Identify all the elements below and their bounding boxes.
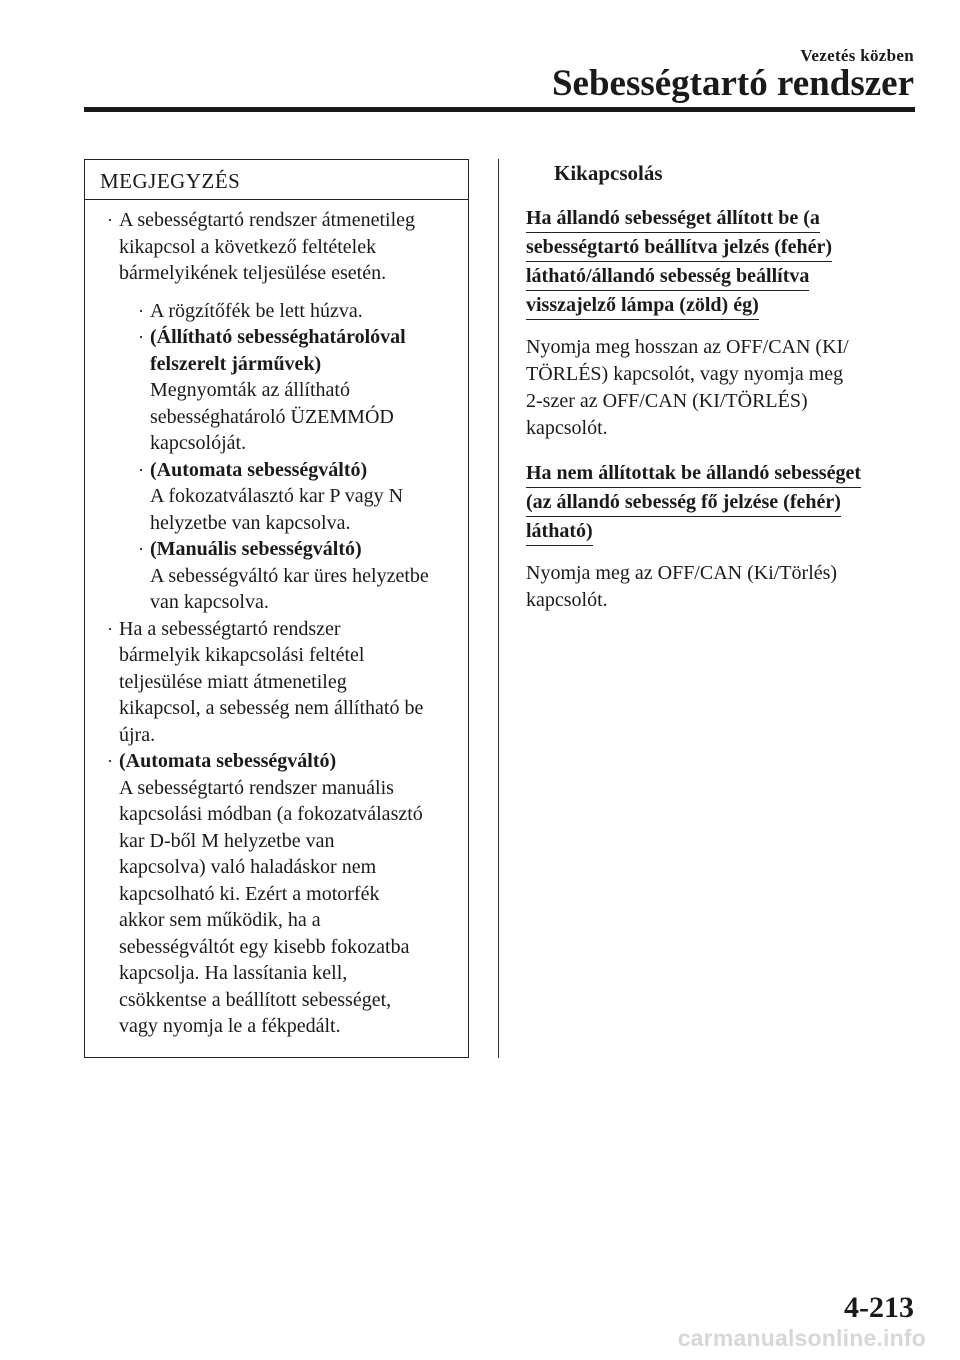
note-bold-text: (Állítható sebességhatárolóval	[150, 326, 406, 348]
sub-item	[138, 298, 456, 325]
watermark: carmanualsonline.info	[677, 1325, 926, 1351]
condition-line: látható)	[526, 518, 593, 546]
note-text: sebességhatároló ÜZEMMÓD	[150, 405, 394, 428]
header-rule	[84, 107, 915, 112]
note-text: kar D-ből M helyzetbe van	[119, 829, 335, 852]
instruction-line: kapcsolót.	[526, 417, 608, 439]
note-item	[107, 207, 456, 616]
instruction-line: Nyomja meg hosszan az OFF/CAN (KI/	[526, 336, 849, 358]
note-text: helyzetbe van kapcsolva.	[150, 511, 351, 534]
note-text: A fokozatválasztó kar P vagy N	[150, 485, 404, 507]
note-text: A rögzítőfék be lett húzva.	[150, 299, 363, 322]
note-bold-text: felszerelt járművek)	[150, 352, 322, 375]
note-text: A sebességtartó rendszer átmenetileg	[119, 209, 415, 231]
note-bold-text: (Manuális sebességváltó)	[150, 538, 362, 560]
note-title: MEGJEGYZÉS	[85, 160, 468, 200]
note-text: csökkentse a beállított sebességet,	[119, 988, 392, 1011]
note-body	[85, 200, 468, 1040]
bullet-icon: ·	[138, 459, 144, 480]
note-text: sebességváltót egy kisebb fokozatba	[119, 935, 410, 958]
note-text: kapcsolja. Ha lassítania kell,	[119, 962, 348, 984]
section-label: Vezetés közben	[800, 46, 914, 65]
note-text: akkor sem működik, ha a	[119, 909, 321, 931]
condition-heading	[526, 204, 916, 320]
note-item	[107, 616, 456, 749]
section-heading: Kikapcsolás	[554, 161, 663, 185]
instruction-line: 2-szer az OFF/CAN (KI/TÖRLÉS)	[526, 390, 808, 412]
bullet-icon: ·	[138, 327, 144, 347]
note-text: kapcsolható ki. Ezért a motorfék	[119, 882, 380, 905]
note-text: újra.	[119, 723, 156, 746]
note-text: bármelyik kikapcsolási feltétel	[119, 644, 365, 666]
note-bold-text: (Automata sebességváltó)	[119, 750, 337, 772]
note-box	[84, 159, 469, 1058]
note-text: A sebességváltó kar üres helyzetbe	[150, 564, 429, 587]
note-text: vagy nyomja le a fékpedált.	[119, 1015, 341, 1037]
bullet-icon: ·	[107, 751, 113, 771]
bullet-icon: ·	[107, 618, 113, 639]
instruction-paragraph	[526, 334, 916, 442]
note-text: kapcsolási módban (a fokozatválasztó	[119, 803, 423, 825]
note-text: van kapcsolva.	[150, 591, 269, 613]
sub-item	[138, 536, 456, 616]
sub-item	[138, 457, 456, 537]
column-divider	[498, 159, 499, 1058]
note-text: Megnyomták az állítható	[150, 379, 350, 401]
note-text: teljesülése miatt átmenetileg	[119, 670, 347, 693]
instruction-paragraph	[526, 560, 916, 614]
instruction-line: kapcsolót.	[526, 589, 608, 611]
condition-line: Ha nem állítottak be állandó sebességet	[526, 460, 861, 488]
condition-line: sebességtartó beállítva jelzés (fehér)	[526, 234, 832, 262]
note-item	[107, 748, 456, 1040]
note-text: kikapcsol a következő feltételek	[119, 235, 377, 258]
sub-item	[138, 324, 456, 457]
page-title: Sebességtartó rendszer	[551, 63, 914, 104]
page-number: 4-213	[844, 1291, 914, 1324]
condition-heading	[526, 459, 916, 546]
bullet-icon: ·	[107, 210, 113, 230]
note-text: bármelyikének teljesülése esetén.	[119, 262, 387, 284]
note-text: kikapcsol, a sebesség nem állítható be	[119, 697, 424, 719]
sub-list	[138, 298, 456, 616]
note-text: kapcsolóját.	[150, 432, 247, 454]
note-text: kapcsolva) való haladáskor nem	[119, 856, 377, 878]
condition-line: látható/állandó sebesség beállítva	[526, 263, 809, 291]
right-column	[526, 159, 916, 614]
instruction-line: TÖRLÉS) kapcsolót, vagy nyomja meg	[526, 363, 844, 385]
note-text: A sebességtartó rendszer manuális	[119, 776, 394, 799]
condition-line: visszajelző lámpa (zöld) ég)	[526, 292, 759, 320]
bullet-icon: ·	[138, 539, 144, 559]
note-bold-text: (Automata sebességváltó)	[150, 458, 368, 481]
note-text: Ha a sebességtartó rendszer	[119, 617, 341, 640]
instruction-line: Nyomja meg az OFF/CAN (Ki/Törlés)	[526, 562, 838, 584]
condition-line: Ha állandó sebességet állított be (a	[526, 205, 820, 233]
condition-line: (az állandó sebesség fő jelzése (fehér)	[526, 489, 841, 517]
bullet-icon: ·	[138, 300, 144, 321]
